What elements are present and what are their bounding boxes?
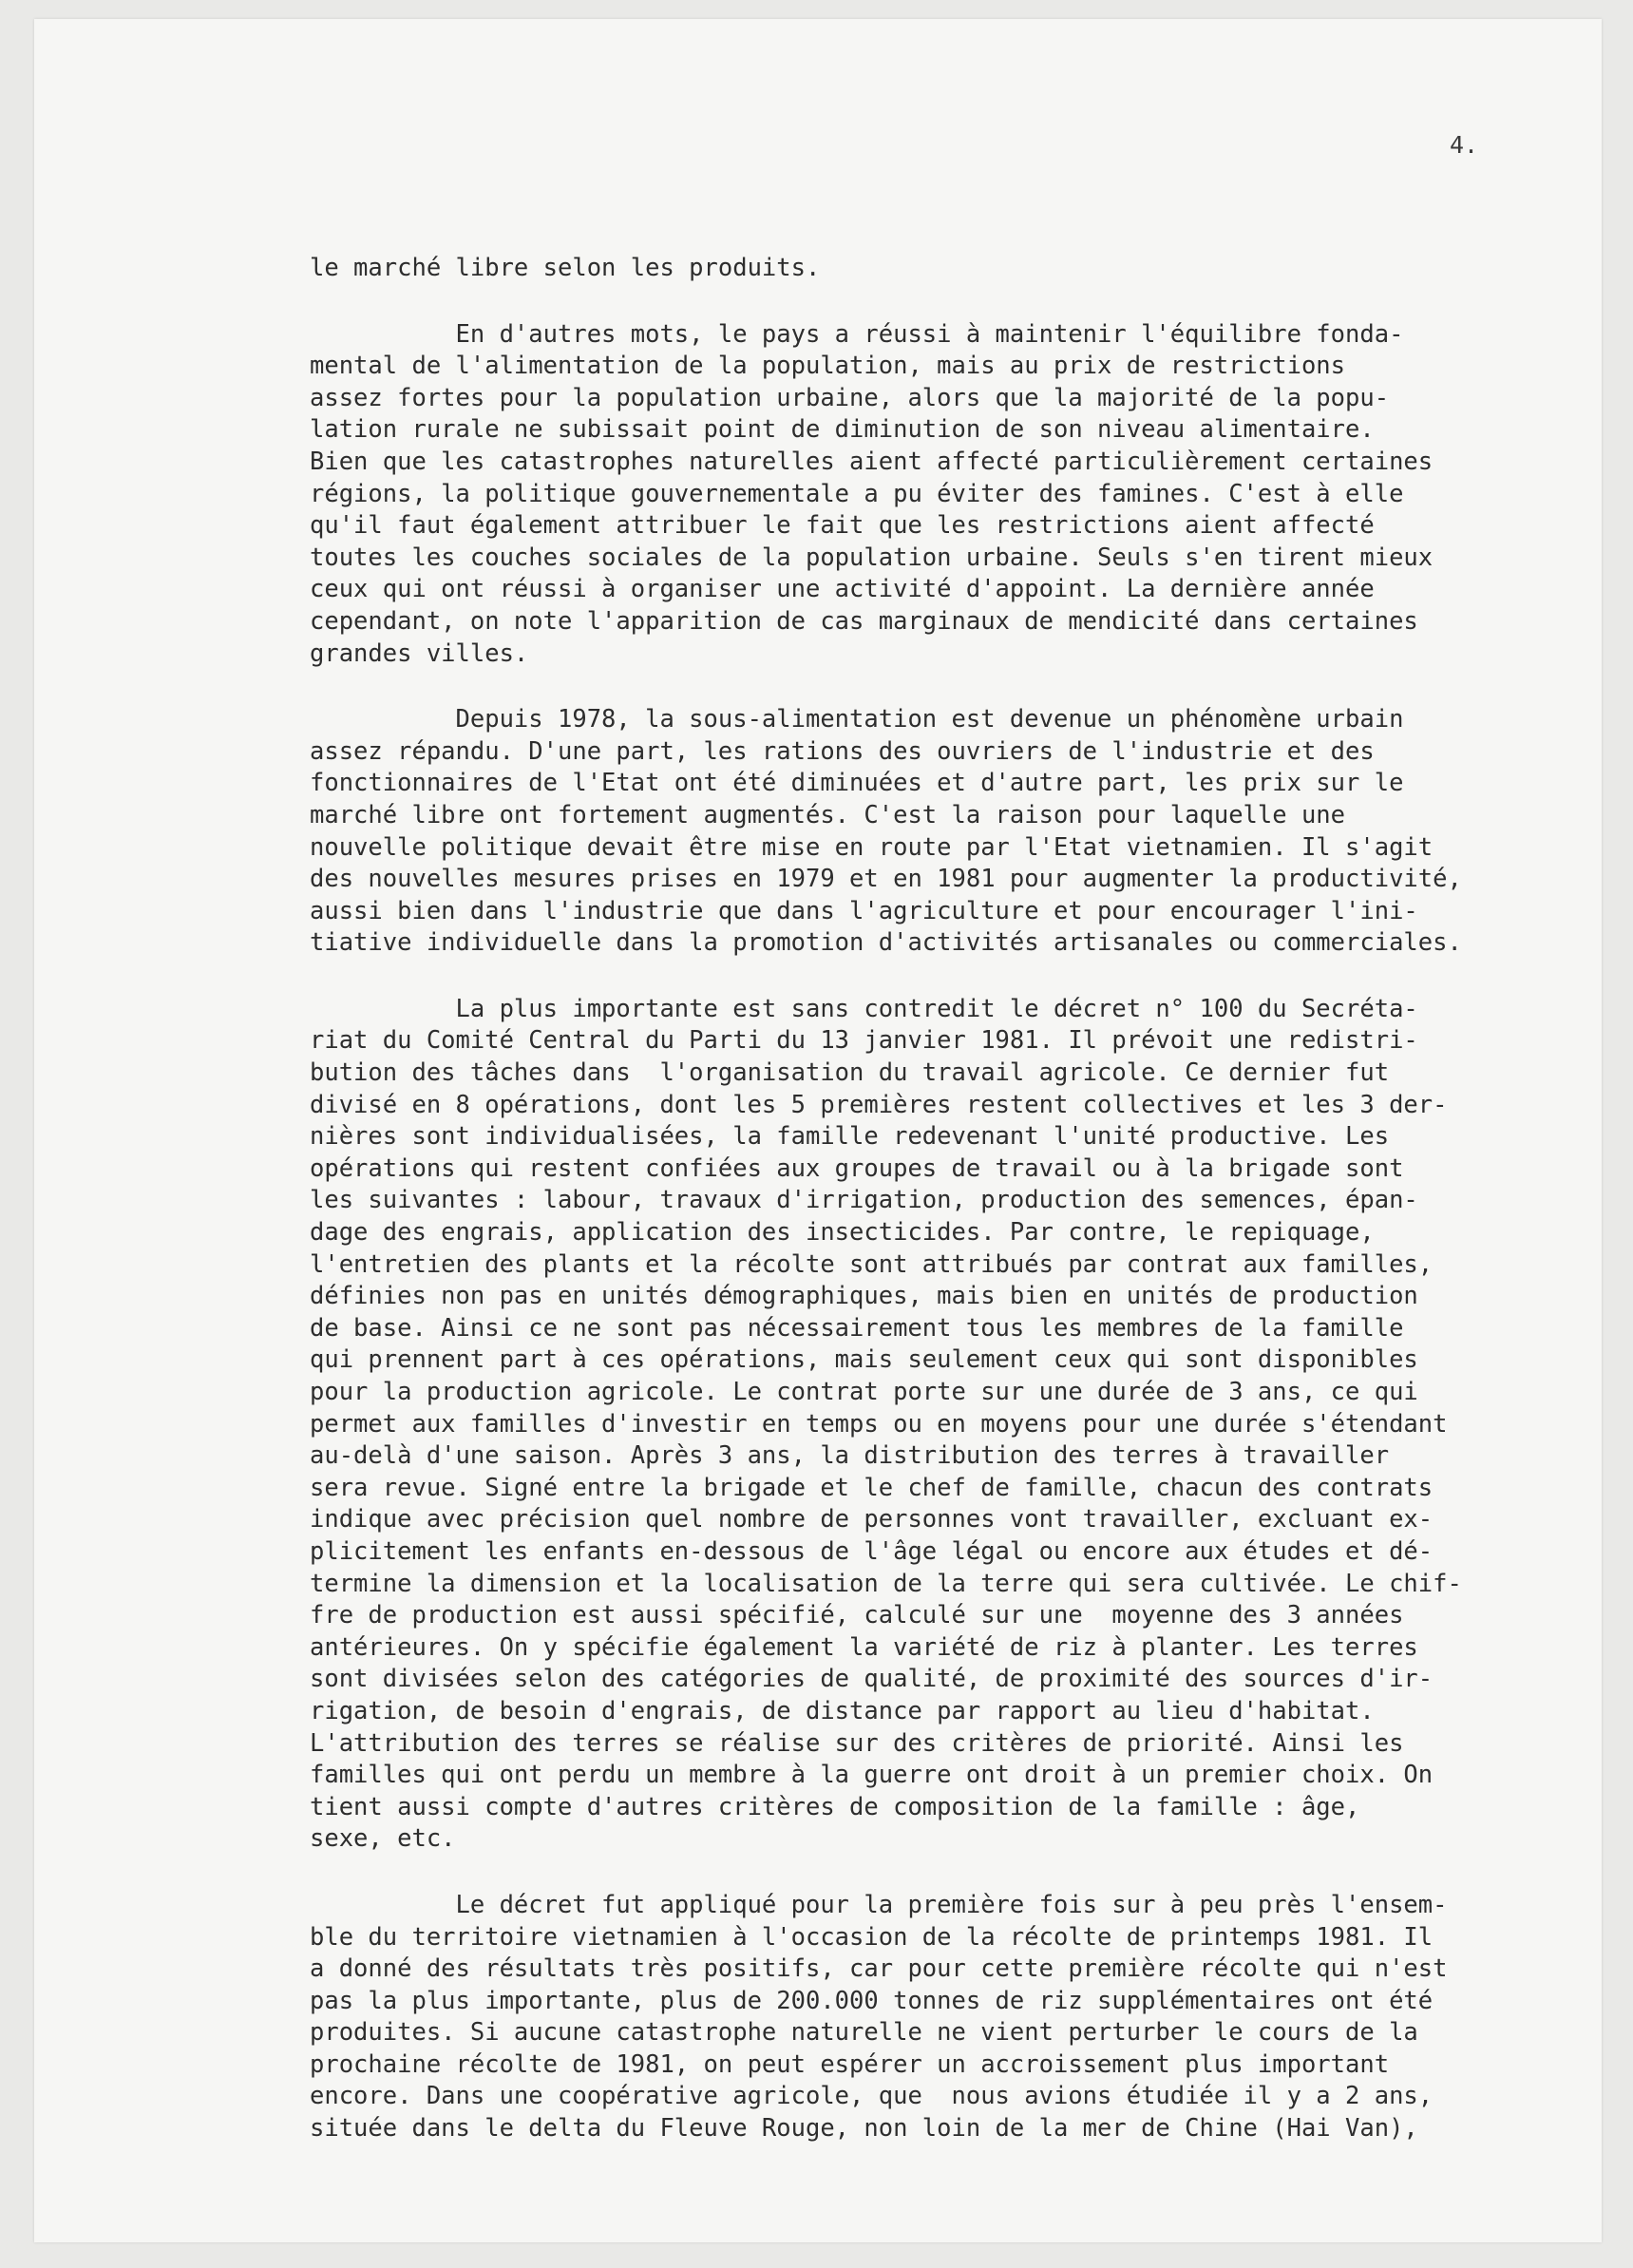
text-line: En d'autres mots, le pays a réussi à maintenir l'équilibre fonda-: [310, 319, 1404, 349]
paragraph-4: [310, 994, 1554, 1856]
document-page: [34, 19, 1602, 2242]
text-line: tient aussi compte d'autres critères de composition de la famille : âge,: [310, 1792, 1360, 1821]
text-line: antérieures. On y spécifie également la variété de riz à planter. Les terres: [310, 1632, 1418, 1662]
text-line: fre de production est aussi spécifié, calculé sur une moyenne des 3 années: [310, 1601, 1404, 1630]
text-line: assez répandu. D'une part, les rations des ouvriers de l'industrie et des: [310, 736, 1375, 766]
text-line: régions, la politique gouvernementale a pu éviter des famines. C'est à elle: [310, 479, 1404, 508]
paragraph-gap: [310, 670, 1554, 704]
text-line: aussi bien dans l'industrie que dans l'agriculture et pour encourager l'ini-: [310, 896, 1418, 925]
text-line: grandes villes.: [310, 638, 529, 668]
text-line: a donné des résultats très positifs, car pour cette première récolte qui n'est: [310, 1954, 1448, 1984]
text-line: riat du Comité Central du Parti du 13 janvier 1981. Il prévoit une redistri-: [310, 1026, 1418, 1056]
paragraph-3: [310, 704, 1554, 960]
paragraph-5: [310, 1890, 1554, 2145]
text-line: définies non pas en unités démographiques, mais bien en unités de production: [310, 1282, 1418, 1311]
text-line: nouvelle politique devait être mise en route par l'Etat vietnamien. Il s'agit: [310, 832, 1434, 862]
paragraph-2: [310, 319, 1554, 671]
text-line: les suivantes : labour, travaux d'irrigation, production des semences, épan-: [310, 1186, 1418, 1215]
text-line: ble du territoire vietnamien à l'occasion de la récolte de printemps 1981. Il: [310, 1922, 1434, 1952]
text-line: Depuis 1978, la sous-alimentation est devenue un phénomène urbain: [310, 705, 1404, 734]
text-line: mental de l'alimentation de la population, mais au prix de restrictions: [310, 352, 1346, 381]
text-line: sont divisées selon des catégories de qualité, de proximité des sources d'ir-: [310, 1665, 1434, 1694]
text-line: cependant, on note l'apparition de cas marginaux de mendicité dans certaines: [310, 606, 1418, 636]
text-line: au-delà d'une saison. Après 3 ans, la distribution des terres à travailler: [310, 1441, 1390, 1471]
text-line: située dans le delta du Fleuve Rouge, non loin de la mer de Chine (Hai Van),: [310, 2114, 1418, 2144]
text-line: qu'il faut également attribuer le fait que les restrictions aient affecté: [310, 511, 1375, 541]
text-line: plicitement les enfants en-dessous de l'âge légal ou encore aux études et dé-: [310, 1536, 1434, 1566]
text-line: le marché libre selon les produits.: [310, 254, 821, 282]
document-body: [310, 253, 1554, 2145]
text-line: sexe, etc.: [310, 1824, 456, 1854]
text-line: des nouvelles mesures prises en 1979 et en 1981 pour augmenter la productivité,: [310, 865, 1462, 894]
text-line: de base. Ainsi ce ne sont pas nécessairement tous les membres de la famille: [310, 1313, 1404, 1343]
text-line: pas la plus importante, plus de 200.000 tonnes de riz supplémentaires ont été: [310, 1986, 1434, 2015]
text-line: rigation, de besoin d'engrais, de distance par rapport au lieu d'habitat.: [310, 1696, 1375, 1725]
text-line: Bien que les catastrophes naturelles aient affecté particulièrement certaines: [310, 447, 1434, 476]
paragraph-1: [310, 253, 1554, 285]
text-line: La plus importante est sans contredit le décret n° 100 du Secréta-: [310, 994, 1418, 1023]
text-line: l'entretien des plants et la récolte sont attribués par contrat aux familles,: [310, 1249, 1434, 1279]
text-line: sera revue. Signé entre la brigade et le chef de famille, chacun des contrats: [310, 1473, 1434, 1502]
text-line: produites. Si aucune catastrophe naturelle ne vient perturber le cours de la: [310, 2018, 1418, 2048]
page-number: 4.: [1450, 131, 1479, 159]
text-line: opérations qui restent confiées aux groupes de travail ou à la brigade sont: [310, 1153, 1404, 1183]
text-line: toutes les couches sociales de la population urbaine. Seuls s'en tirent mieux: [310, 543, 1434, 572]
text-line: marché libre ont fortement augmentés. C'est la raison pour laquelle une: [310, 800, 1346, 829]
text-line: termine la dimension et la localisation de la terre qui sera cultivée. Le chif-: [310, 1569, 1462, 1598]
text-line: familles qui ont perdu un membre à la guerre ont droit à un premier choix. On: [310, 1761, 1434, 1790]
text-line: tiative individuelle dans la promotion d'activités artisanales ou commerciales.: [310, 928, 1462, 958]
text-line: ceux qui ont réussi à organiser une activité d'appoint. La dernière année: [310, 575, 1375, 604]
text-line: L'attribution des terres se réalise sur des critères de priorité. Ainsi les: [310, 1728, 1404, 1758]
paragraph-gap: [310, 960, 1554, 994]
text-line: pour la production agricole. Le contrat porte sur une durée de 3 ans, ce qui: [310, 1378, 1418, 1406]
text-line: dage des engrais, application des insecticides. Par contre, le repiquage,: [310, 1218, 1375, 1248]
text-line: divisé en 8 opérations, dont les 5 premières restent collectives et les 3 der-: [310, 1090, 1448, 1119]
text-line: bution des tâches dans l'organisation du travail agricole. Ce dernier fut: [310, 1058, 1390, 1088]
text-line: permet aux familles d'investir en temps ou en moyens pour une durée s'étendant: [310, 1409, 1448, 1439]
text-line: Le décret fut appliqué pour la première fois sur à peu près l'ensem-: [310, 1890, 1448, 1919]
text-line: prochaine récolte de 1981, on peut espérer un accroissement plus important: [310, 2049, 1390, 2079]
text-line: lation rurale ne subissait point de diminution de son niveau alimentaire.: [310, 415, 1375, 445]
text-line: assez fortes pour la population urbaine, alors que la majorité de la popu-: [310, 383, 1390, 412]
text-line: qui prennent part à ces opérations, mais seulement ceux qui sont disponibles: [310, 1345, 1418, 1375]
text-line: encore. Dans une coopérative agricole, que nous avions étudiée il y a 2 ans,: [310, 2082, 1434, 2111]
text-line: nières sont individualisées, la famille redevenant l'unité productive. Les: [310, 1122, 1390, 1152]
paragraph-gap: [310, 285, 1554, 319]
text-line: indique avec précision quel nombre de personnes vont travailler, excluant ex-: [310, 1505, 1434, 1534]
paragraph-gap: [310, 1856, 1554, 1890]
text-line: fonctionnaires de l'Etat ont été diminuées et d'autre part, les prix sur le: [310, 769, 1404, 798]
